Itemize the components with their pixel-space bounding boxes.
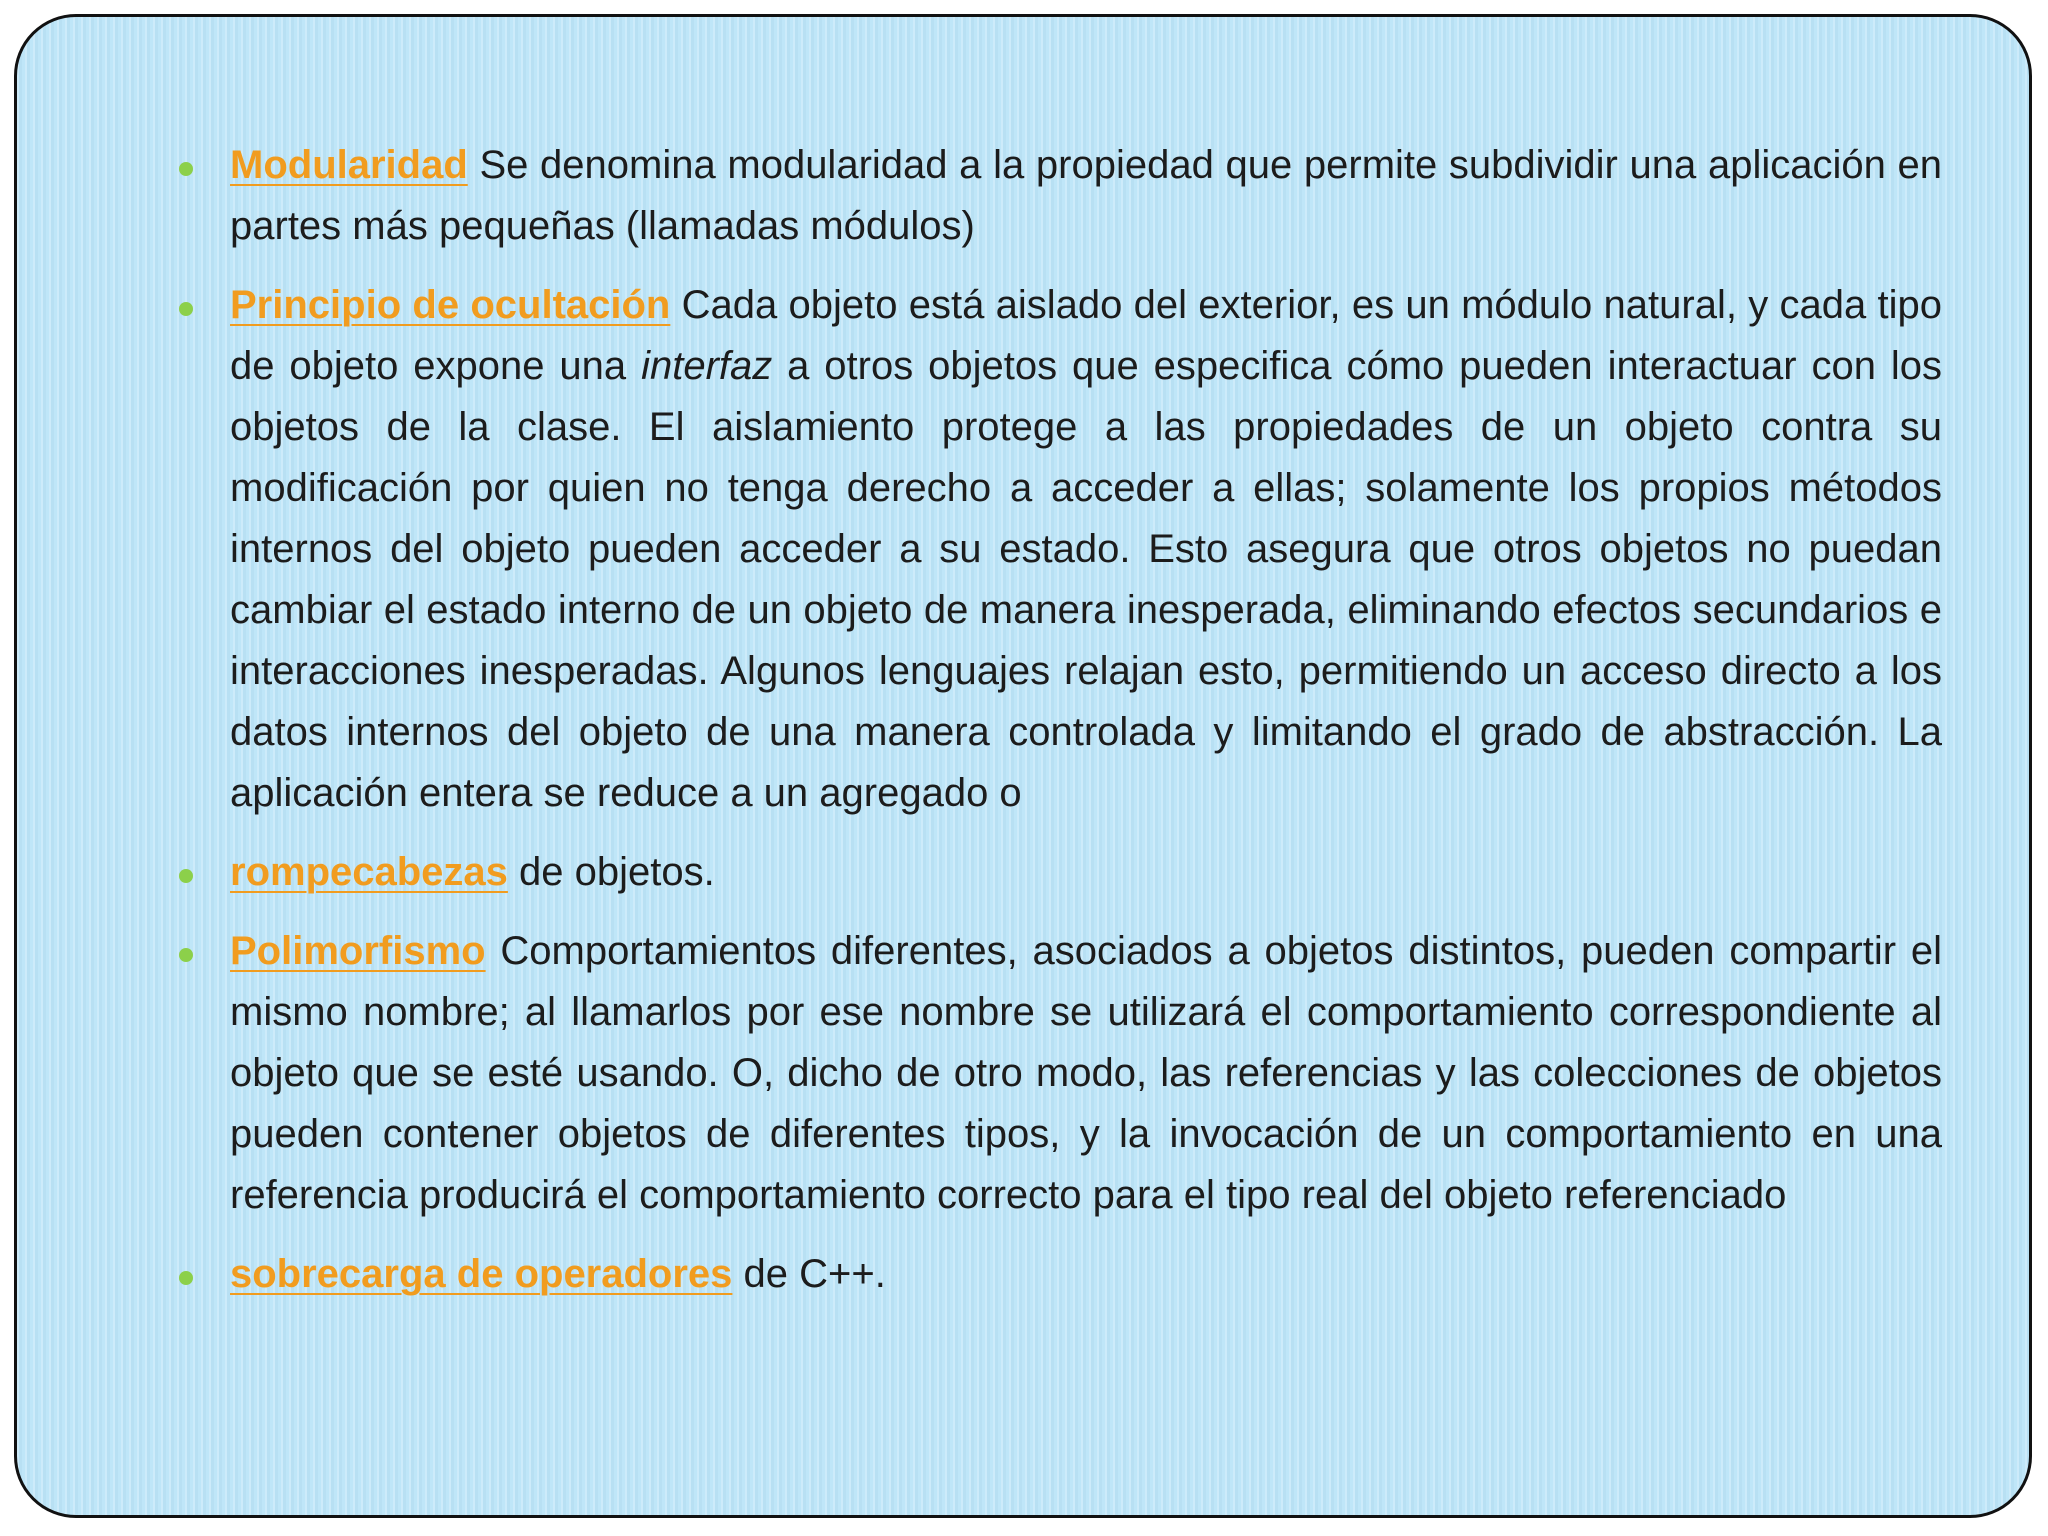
term-link[interactable]: Polimorfismo [230, 929, 486, 973]
term-link[interactable]: rompecabezas [230, 850, 508, 894]
bullet-text: de C++. [732, 1252, 886, 1296]
bullet-polimorfismo [177, 921, 1942, 1226]
bullet-text-continued: a otros objetos que especifica cómo pueden interactuar con los objetos de la clase. El aislamiento protege a las propiedades de un objeto contra su modificación por quien no tenga derecho a acceder a ellas; solamente los propios métodos internos del objeto pueden acceder a su estado. Esto asegura que otros objetos no puedan cambiar el estado interno de un objeto de manera inesperada, eliminando efectos secundarios e interacciones inesperadas. Algunos lenguajes relajan esto, permitiendo un acceso directo a los datos internos del objeto de una manera controlada y limitando el grado de abstracción. La aplicación entera se reduce a un agregado o [230, 344, 1942, 815]
bullet-rompecabezas [177, 842, 1942, 903]
bullet-modularidad [177, 135, 1942, 257]
term-link[interactable]: Principio de ocultación [230, 283, 671, 327]
bullet-text: Se denomina modularidad a la propiedad que permite subdividir una aplicación en partes más pequeñas (llamadas módulos) [230, 143, 1942, 248]
term-link[interactable]: Modularidad [230, 143, 468, 187]
slide [14, 14, 2032, 1518]
bullet-principio-de-ocultacion [177, 275, 1942, 824]
bullet-sobrecarga-de-operadores [177, 1244, 1942, 1305]
emphasis-text: interfaz [641, 344, 773, 388]
bullet-text: Comportamientos diferentes, asociados a objetos distintos, pueden compartir el mismo nombre; al llamarlos por ese nombre se utilizará el comportamiento correspondiente al objeto que se esté usando. O, dicho de otro modo, las referencias y las colecciones de objetos pueden contener objetos de diferentes tipos, y la invocación de un comportamiento en una referencia producirá el comportamiento correcto para el tipo real del objeto referenciado [230, 929, 1942, 1217]
term-link[interactable]: sobrecarga de operadores [230, 1252, 733, 1296]
bullet-text: de objetos. [507, 850, 715, 894]
bullet-text: Cada objeto está aislado del exterior, es un módulo natural, y cada tipo de objeto expone una [230, 283, 1942, 388]
slide-content [177, 135, 1942, 1323]
bullet-list [177, 135, 1942, 1305]
